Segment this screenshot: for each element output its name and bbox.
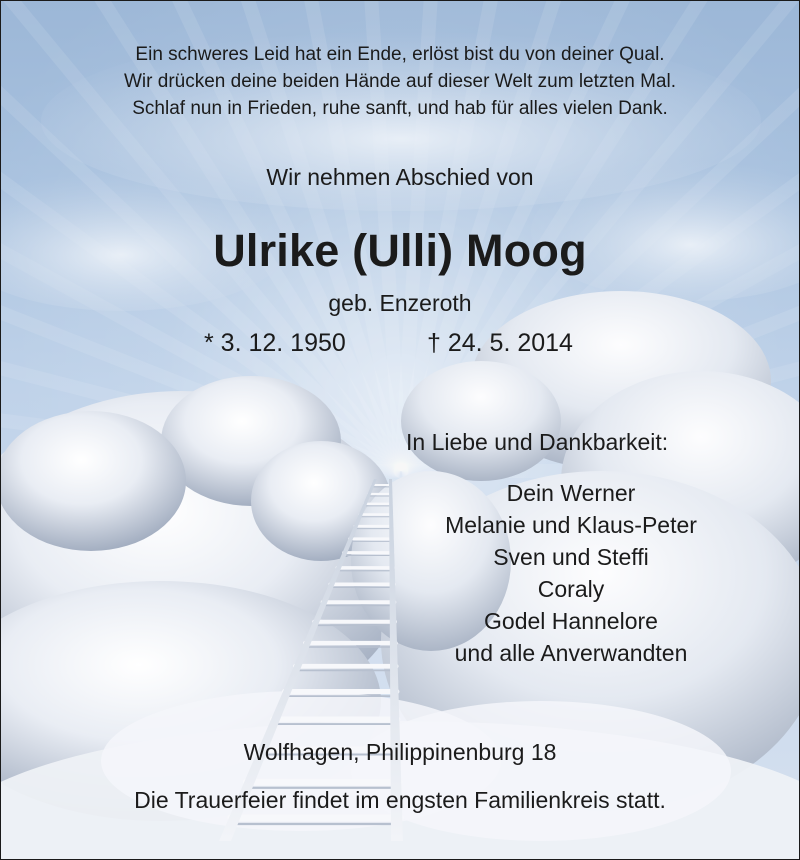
mourners-list <box>406 477 736 669</box>
thanks-heading: In Liebe und Dankbarkeit: <box>406 429 669 455</box>
funeral-note: Die Trauerfeier findet im engsten Familienkreis statt. <box>134 787 666 813</box>
birth-date: * 3. 12. 1950 <box>204 329 346 357</box>
verse-line-3: Schlaf nun in Frieden, ruhe sanft, und hab für alles vielen Dank. <box>132 98 668 119</box>
mourner-name: Godel Hannelore <box>484 608 658 634</box>
mourner-name: Sven und Steffi <box>493 544 649 570</box>
maiden-name: geb. Enzeroth <box>328 290 472 316</box>
mourner-name: und alle Anverwandten <box>454 640 688 666</box>
verse-line-1: Ein schweres Leid hat ein Ende, erlöst bist du von deiner Qual. <box>135 44 665 65</box>
sky-background-illustration <box>1 1 799 859</box>
deceased-name: Ulrike (Ulli) Moog <box>213 225 587 276</box>
mourner-name: Melanie und Klaus-Peter <box>445 512 697 538</box>
family-address: Wolfhagen, Philippinenburg 18 <box>243 739 557 765</box>
mourner-name: Coraly <box>537 576 605 602</box>
verse-line-2: Wir drücken deine beiden Hände auf dieser Welt zum letzten Mal. <box>124 71 676 92</box>
death-date: † 24. 5. 2014 <box>427 329 573 357</box>
farewell-intro: Wir nehmen Abschied von <box>266 164 534 190</box>
mourner-name: Dein Werner <box>506 480 636 506</box>
